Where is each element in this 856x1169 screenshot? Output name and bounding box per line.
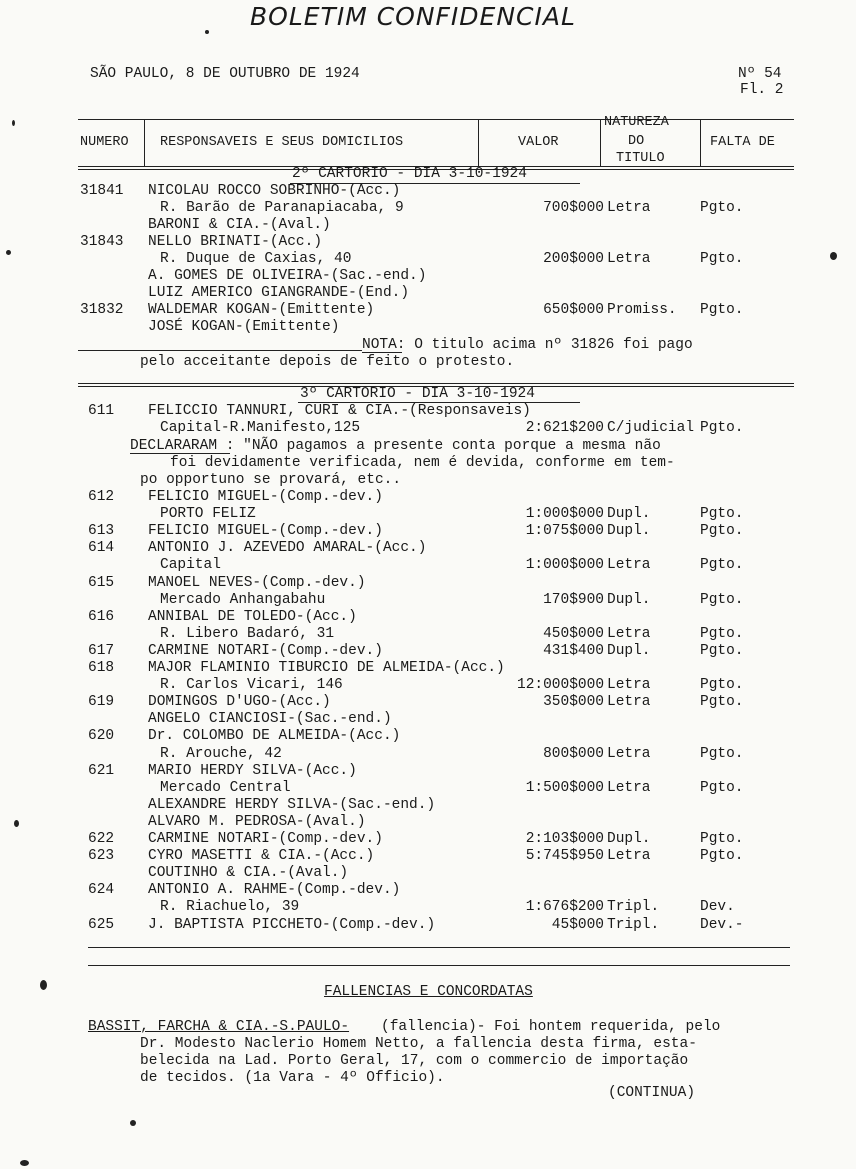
- row-text: MAJOR FLAMINIO TIBURCIO DE ALMEIDA-(Acc.): [148, 660, 505, 676]
- row-falta: Pgto.: [700, 251, 744, 267]
- row-text: Dr. COLOMBO DE ALMEIDA-(Acc.): [148, 728, 401, 745]
- col-divider: [144, 119, 145, 167]
- declaration-line: foi devidamente verificada, nem é devida, conforme em tem-: [170, 455, 675, 471]
- nota-line-1: NOTA: O titulo acima nº 31826 foi pago: [362, 337, 693, 353]
- dateline: SÃO PAULO, 8 DE OUTUBRO DE 1924: [90, 66, 360, 82]
- row-natureza: Letra: [607, 745, 651, 762]
- fallencia-firm: BASSIT, FARCHA & CIA.-S.PAULO-: [88, 1019, 350, 1035]
- row-natureza: Dupl.: [607, 642, 651, 659]
- row-valor: 200$000: [543, 251, 605, 267]
- row-number: 618: [88, 660, 115, 676]
- row-natureza: Tripl.: [607, 899, 660, 916]
- row-text: LUIZ AMERICO GIANGRANDE-(End.): [148, 285, 410, 301]
- row-valor: 1:075$000: [525, 523, 605, 540]
- scan-speck: [205, 30, 209, 34]
- row-falta: Pgto.: [700, 694, 744, 711]
- row-number: 31841: [80, 183, 124, 199]
- row-valor: 12:000$000: [517, 677, 605, 694]
- row-valor: 5:745$950: [525, 848, 605, 865]
- row-text: PORTO FELIZ: [160, 506, 256, 523]
- row-falta: Pgto.: [700, 831, 744, 847]
- row-text: A. GOMES DE OLIVEIRA-(Sac.-end.): [148, 268, 427, 284]
- row-valor: 45$000: [551, 916, 605, 933]
- row-number: 617: [88, 642, 115, 659]
- row-falta: Pgto.: [700, 523, 744, 540]
- row-valor: 350$000: [543, 694, 605, 711]
- row-text: BARONI & CIA.-(Aval.): [148, 217, 331, 233]
- row-falta: Pgto.: [700, 506, 744, 523]
- col-divider: [600, 119, 601, 167]
- row-text: ALEXANDRE HERDY SILVA-(Sac.-end.): [148, 796, 436, 813]
- row-falta: Pgto.: [700, 745, 744, 762]
- row-number: 612: [88, 489, 115, 505]
- row-natureza: Promiss.: [607, 302, 677, 318]
- row-falta: Pgto.: [700, 200, 744, 216]
- row-text: MARIO HERDY SILVA-(Acc.): [148, 762, 357, 779]
- row-text: Mercado Anhangabahu: [160, 591, 326, 608]
- row-number: 623: [88, 848, 115, 865]
- row-text: COUTINHO & CIA.-(Aval.): [148, 865, 349, 882]
- fallencias-heading: FALLENCIAS E CONCORDATAS: [324, 984, 533, 1000]
- col-header-falta: FALTA DE: [710, 135, 775, 150]
- row-number: 31843: [80, 234, 124, 250]
- row-falta: Pgto.: [700, 557, 744, 574]
- row-text: ALVARO M. PEDROSA-(Aval.): [148, 813, 366, 830]
- row-natureza: Dupl.: [607, 523, 651, 540]
- row-number: 613: [88, 523, 115, 540]
- fallencia-text: de tecidos. (1a Vara - 4º Officio).: [140, 1070, 445, 1086]
- row-text: NELLO BRINATI-(Acc.): [148, 234, 323, 250]
- row-text: R. Barão de Paranapiacaba, 9: [160, 200, 404, 216]
- row-number: 624: [88, 882, 115, 899]
- bulletin-title: BOLETIM CONFIDENCIAL: [250, 2, 576, 31]
- col-header-valor: VALOR: [518, 135, 559, 150]
- row-number: 621: [88, 762, 115, 779]
- col-header-responsaveis: RESPONSAVEIS E SEUS DOMICILIOS: [160, 135, 404, 150]
- row-number: 31832: [80, 302, 124, 318]
- header-top-rule: [78, 119, 794, 120]
- declaration-line: DECLARARAM : "NÃO pagamos a presente conta porque a mesma não: [130, 438, 661, 454]
- row-valor: 1:676$200: [525, 899, 605, 916]
- nota-line-2: pelo acceitante depois de feito o protesto.: [140, 354, 515, 370]
- row-number: 616: [88, 608, 115, 625]
- scan-speck: [20, 1160, 29, 1166]
- row-natureza: C/judicial: [607, 420, 695, 436]
- row-falta: Pgto.: [700, 642, 744, 659]
- table-bottom-rule: [88, 965, 790, 966]
- row-natureza: Letra: [607, 625, 651, 642]
- row-falta: Pgto.: [700, 677, 744, 694]
- row-natureza: Letra: [607, 200, 651, 216]
- row-text: Mercado Central: [160, 779, 291, 796]
- row-number: 622: [88, 831, 115, 847]
- continua-label: (CONTINUA): [608, 1085, 696, 1101]
- col-header-numero: NUMERO: [80, 135, 129, 150]
- row-text: R. Riachuelo, 39: [160, 899, 300, 916]
- row-natureza: Letra: [607, 557, 651, 574]
- row-text: CARMINE NOTARI-(Comp.-dev.): [148, 642, 383, 659]
- row-falta: Pgto.: [700, 625, 744, 642]
- scan-speck: [40, 980, 47, 990]
- row-valor: 170$900: [543, 591, 605, 608]
- row-falta: Dev.-: [700, 916, 744, 933]
- row-number: 614: [88, 540, 115, 557]
- declaration-line: po opportuno se provará, etc..: [140, 472, 402, 488]
- col-header-natureza-titulo: TITULO: [616, 151, 665, 166]
- page-number: Nº 54: [738, 66, 782, 82]
- row-valor: 1:000$000: [525, 557, 605, 574]
- row-text: R. Libero Badaró, 31: [160, 625, 335, 642]
- nota-underline: [362, 352, 402, 353]
- fallencia-text: Dr. Modesto Naclerio Homem Netto, a fallencia desta firma, esta-: [140, 1036, 697, 1052]
- row-text: R. Arouche, 42: [160, 745, 282, 762]
- col-header-natureza-do: DO: [628, 134, 645, 149]
- row-valor: 800$000: [543, 745, 605, 762]
- row-text: WALDEMAR KOGAN-(Emittente): [148, 302, 375, 318]
- row-text: Capital: [160, 557, 221, 574]
- row-falta: Pgto.: [700, 302, 744, 318]
- page-sheet: Fl. 2: [740, 82, 784, 98]
- row-text: CARMINE NOTARI-(Comp.-dev.): [148, 831, 383, 847]
- row-falta: Pgto.: [700, 591, 744, 608]
- row-natureza: Letra: [607, 677, 651, 694]
- row-text: ANTONIO A. RAHME-(Comp.-dev.): [148, 882, 401, 899]
- row-text: R. Duque de Caxias, 40: [160, 251, 352, 267]
- nota-rule: [78, 350, 362, 351]
- scan-speck: [14, 820, 19, 827]
- row-text: ANGELO CIANCIOSI-(Sac.-end.): [148, 711, 392, 728]
- row-text: DOMINGOS D'UGO-(Acc.): [148, 694, 331, 711]
- scan-speck: [830, 252, 837, 260]
- scan-speck: [6, 250, 11, 255]
- row-valor: 650$000: [543, 302, 605, 318]
- row-text: FELICIO MIGUEL-(Comp.-dev.): [148, 523, 383, 540]
- section-rule: [78, 383, 794, 384]
- scan-speck: [12, 120, 15, 126]
- row-text: MANOEL NEVES-(Comp.-dev.): [148, 574, 366, 591]
- col-divider: [478, 119, 479, 167]
- row-natureza: Tripl.: [607, 916, 660, 933]
- row-number: 615: [88, 574, 115, 591]
- row-text: CYRO MASETTI & CIA.-(Acc.): [148, 848, 375, 865]
- row-text: J. BAPTISTA PICCHETO-(Comp.-dev.): [148, 916, 436, 933]
- row-falta: Pgto.: [700, 420, 744, 436]
- fallencia-text: (fallencia)- Foi hontem requerida, pelo: [381, 1019, 721, 1035]
- row-valor: 431$400: [543, 642, 605, 659]
- row-falta: Pgto.: [700, 779, 744, 796]
- row-valor: 1:000$000: [525, 506, 605, 523]
- col-divider: [700, 119, 701, 167]
- row-number: 619: [88, 694, 115, 711]
- row-text: ANNIBAL DE TOLEDO-(Acc.): [148, 608, 357, 625]
- row-text: FELICCIO TANNURI, CURI & CIA.-(Responsaveis): [148, 403, 531, 419]
- row-natureza: Dupl.: [607, 831, 651, 847]
- row-text: JOSÉ KOGAN-(Emittente): [148, 319, 340, 335]
- row-natureza: Letra: [607, 848, 651, 865]
- row-valor: 2:103$000: [525, 831, 605, 847]
- row-valor: 1:500$000: [525, 779, 605, 796]
- row-number: 620: [88, 728, 115, 745]
- section-heading-2-cartorio: 2º CARTORIO - DIA 3-10-1924: [292, 166, 527, 182]
- row-natureza: Letra: [607, 694, 651, 711]
- row-text: R. Carlos Vicari, 146: [160, 677, 343, 694]
- fallencia-text: belecida na Lad. Porto Geral, 17, com o commercio de importação: [140, 1053, 689, 1069]
- row-text: FELICIO MIGUEL-(Comp.-dev.): [148, 489, 383, 505]
- row-text: ANTONIO J. AZEVEDO AMARAL-(Acc.): [148, 540, 427, 557]
- row-natureza: Dupl.: [607, 506, 651, 523]
- row-number: 611: [88, 403, 115, 419]
- row-valor: 700$000: [543, 200, 605, 216]
- row-falta: Dev.: [700, 899, 735, 916]
- table-bottom-rule: [88, 947, 790, 948]
- row-falta: Pgto.: [700, 848, 744, 865]
- row-text: NICOLAU ROCCO SOBRINHO-(Acc.): [148, 183, 401, 199]
- col-header-natureza: NATUREZA: [604, 115, 669, 130]
- row-valor: 450$000: [543, 625, 605, 642]
- section-heading-3-cartorio: 3º CARTORIO - DIA 3-10-1924: [300, 386, 535, 402]
- row-natureza: Dupl.: [607, 591, 651, 608]
- row-number: 625: [88, 916, 115, 933]
- row-natureza: Letra: [607, 779, 651, 796]
- row-natureza: Letra: [607, 251, 651, 267]
- declaration-underline: [130, 453, 230, 454]
- scan-speck: [130, 1120, 136, 1126]
- row-text: Capital-R.Manifesto,125: [160, 420, 361, 436]
- row-valor: 2:621$200: [525, 420, 605, 436]
